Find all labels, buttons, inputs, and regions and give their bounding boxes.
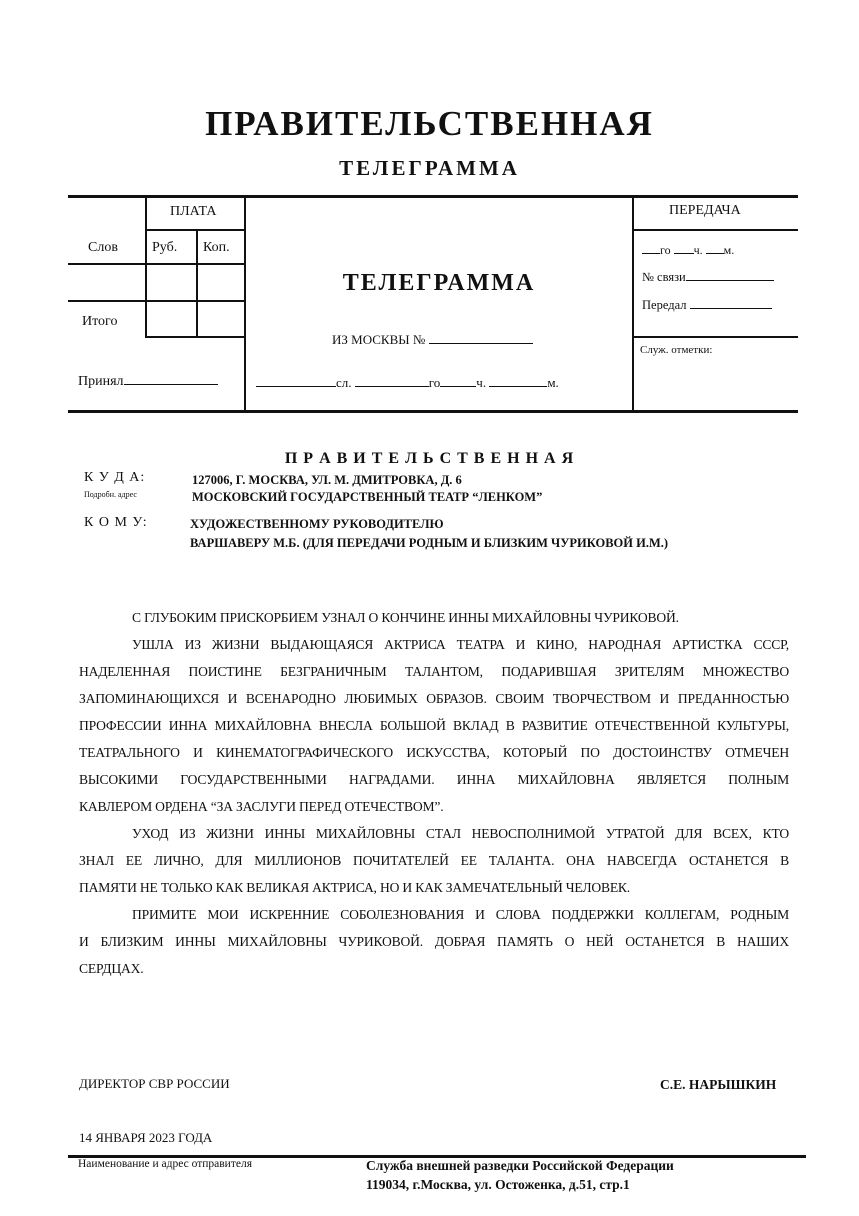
itogo-label: Итого — [82, 314, 118, 329]
blank-line — [674, 241, 694, 254]
ch-label: ч. — [476, 375, 487, 390]
divider — [632, 229, 798, 231]
prinyal-label: Принял — [78, 374, 124, 389]
plata-label: ПЛАТА — [170, 204, 217, 219]
message-line: УШЛА ИЗ ЖИЗНИ ВЫДАЮЩАЯСЯ АКТРИСА ТЕАТРА И КИНО, НАРОДНАЯ АРТИСТКА СССР, — [132, 637, 789, 652]
komu-line-1: ХУДОЖЕСТВЕННОМУ РУКОВОДИТЕЛЮ — [190, 517, 444, 531]
blank-line — [706, 241, 724, 254]
m-small-label: м. — [723, 243, 735, 257]
form-bottom-rule — [68, 410, 798, 413]
sender-address: 119034, г.Москва, ул. Остоженка, д.51, стр.1 — [366, 1177, 630, 1192]
signatory-name: С.Е. НАРЫШКИН — [660, 1077, 777, 1092]
slov-label: Слов — [88, 240, 118, 255]
divider — [196, 230, 198, 337]
kop-label: Коп. — [203, 240, 230, 255]
message-line: КАВЛЕРОМ ОРДЕНА “ЗА ЗАСЛУГИ ПЕРЕД ОТЕЧЕСТВОМ”. — [79, 799, 444, 814]
go-small-label: го — [660, 243, 671, 257]
kuda-line-1: 127006, Г. МОСКВА, УЛ. М. ДМИТРОВКА, Д. 6 — [192, 473, 462, 487]
message-line: ЗНАЛ ЕЕ ЛИЧНО, ДЛЯ МИЛЛИОНОВ ПОЧИТАТЕЛЕЙ ЕЕ ТАЛАНТА. ОНА НАВСЕГДА ОСТАНЕТСЯ В — [79, 853, 789, 868]
blank-line — [429, 331, 533, 344]
peredacha-label: ПЕРЕДАЧА — [669, 203, 741, 218]
message-line: ПАМЯТИ НЕ ТОЛЬКО КАК ВЕЛИКАЯ АКТРИСА, НО И КАК ЗАМЕЧАТЕЛЬНЫЙ ЧЕЛОВЕК. — [79, 880, 630, 895]
sl-label: сл. — [336, 375, 352, 390]
divider — [145, 336, 245, 338]
divider — [632, 336, 798, 338]
komu-label: К О М У: — [84, 515, 148, 530]
peredal-label: Передал — [642, 298, 687, 312]
signatory-position: ДИРЕКТОР СВР РОССИИ — [79, 1076, 230, 1091]
blank-line — [355, 374, 429, 387]
podrob-adres-label: Подробн. адрес — [84, 490, 137, 499]
document-subtitle: ТЕЛЕГРАММА — [339, 156, 520, 180]
category-heading: П Р А В И Т Е Л Ь С Т В Е Н Н А Я — [284, 450, 575, 467]
transmission-line — [256, 374, 559, 391]
blank-line — [489, 374, 547, 387]
message-line: И БЛИЗКИМ ИННЫ МИХАЙЛОВНЫ ЧУРИКОВОЙ. ДОБРАЯ ПАМЯТЬ О НЕЙ ОСТАНЕТСЯ В НАШИХ — [79, 934, 789, 949]
message-line: ЗАПОМИНАЮЩИХСЯ И ВСЕНАРОДНО ЛЮБИМЫХ ОБРАЗОВ. СВОИМ ТВОРЧЕСТВОМ И ПРЕДАННОСТЬЮ — [79, 691, 789, 706]
message-body — [79, 604, 789, 982]
form-center-title: ТЕЛЕГРАММА — [342, 270, 536, 296]
nom-svyazi-field — [642, 268, 774, 285]
divider — [145, 229, 245, 231]
rub-label: Руб. — [152, 240, 178, 255]
kuda-line-2: МОСКОВСКИЙ ГОСУДАРСТВЕННЫЙ ТЕАТР “ЛЕНКОМ” — [192, 490, 543, 504]
divider — [68, 263, 245, 265]
ch-small-label: ч. — [693, 243, 703, 257]
blank-line — [690, 296, 772, 309]
iz-moskvy-label: ИЗ МОСКВЫ № — [332, 332, 426, 347]
document-title: ПРАВИТЕЛЬСТВЕННАЯ — [205, 104, 654, 143]
peredacha-time — [642, 241, 734, 258]
blank-line — [124, 372, 218, 385]
go-label: го — [428, 375, 441, 390]
blank-line — [686, 268, 774, 281]
form-top-rule — [68, 195, 798, 198]
sender-label: Наименование и адрес отправителя — [78, 1158, 252, 1170]
blank-line — [642, 241, 660, 254]
peredal-field — [642, 296, 772, 313]
sender-org: Служба внешней разведки Российской Федерации — [366, 1158, 674, 1173]
message-line: УХОД ИЗ ЖИЗНИ ИННЫ МИХАЙЛОВНЫ СТАЛ НЕВОСПОЛНИМОЙ УТРАТОЙ ДЛЯ ВСЕХ, КТО — [132, 826, 789, 841]
message-line: СЕРДЦАХ. — [79, 961, 144, 976]
iz-moskvy-field — [332, 331, 533, 348]
nom-svyazi-label: № связи — [642, 270, 686, 284]
message-line: ВЫСОКИМИ ГОСУДАРСТВЕННЫМИ НАГРАДАМИ. ИННА МИХАЙЛОВНА ЯВЛЯЕТСЯ ПОЛНЫМ — [79, 772, 789, 787]
divider — [68, 300, 245, 302]
kuda-label: К У Д А: — [84, 470, 146, 485]
message-paragraph-1: С ГЛУБОКИМ ПРИСКОРБИЕМ УЗНАЛ О КОНЧИНЕ ИННЫ МИХАЙЛОВНЫ ЧУРИКОВОЙ. — [132, 610, 679, 625]
m-label: м. — [547, 375, 559, 390]
message-line: ПРИМИТЕ МОИ ИСКРЕННИЕ СОБОЛЕЗНОВАНИЯ И СЛОВА ПОДДЕРЖКИ КОЛЛЕГАМ, РОДНЫМ — [132, 907, 789, 922]
blank-line — [256, 374, 336, 387]
blank-line — [440, 374, 476, 387]
divider — [145, 197, 147, 337]
komu-line-2: ВАРШАВЕРУ М.Б. (ДЛЯ ПЕРЕДАЧИ РОДНЫМ И БЛИЗКИМ ЧУРИКОВОЙ И.М.) — [190, 536, 669, 550]
message-line: ПРОФЕССИИ ИННА МИХАЙЛОВНА ВНЕСЛА БОЛЬШОЙ ВКЛАД В РАЗВИТИЕ ОТЕЧЕСТВЕННОЙ КУЛЬТУРЫ, — [79, 718, 789, 733]
message-line: ТЕАТРАЛЬНОГО И КИНЕМАТОГРАФИЧЕСКОГО ИСКУССТВА, КОТОРЫЙ ПО ДОСТОИНСТВУ ОТМЕЧЕН — [79, 745, 789, 760]
telegram-date: 14 ЯНВАРЯ 2023 ГОДА — [79, 1130, 213, 1145]
sluzh-otmetki-label: Служ. отметки: — [640, 344, 713, 356]
prinyal-field — [78, 372, 218, 390]
message-line: НАДЕЛЕННАЯ ПОИСТИНЕ БЕЗГРАНИЧНЫМ ТАЛАНТОМ, ПОДАРИВШАЯ ЗРИТЕЛЯМ МНОЖЕСТВО — [79, 664, 789, 679]
